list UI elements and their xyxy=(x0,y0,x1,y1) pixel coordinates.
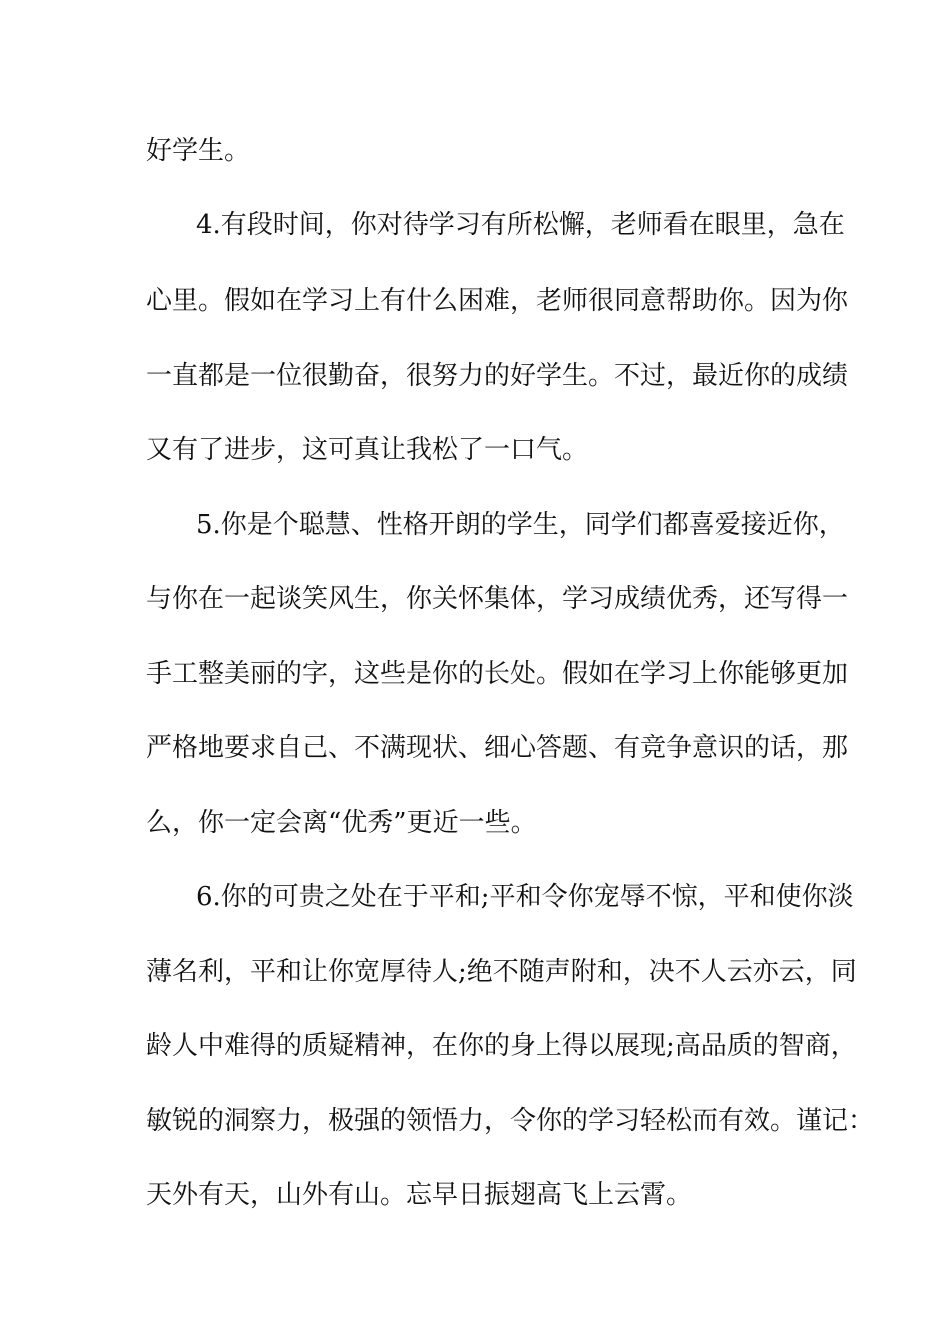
paragraph-4-start: 4.有段时间，你对待学习有所松懈，老师看在眼里，急在 xyxy=(196,210,845,240)
text-line: 好学生。 xyxy=(146,136,251,166)
text-line: 严格地要求自己、不满现状、细心答题、有竞争意识的话，那 xyxy=(146,733,849,763)
text-line: 与你在一起谈笑风生，你关怀集体，学习成绩优秀，还写得一 xyxy=(146,584,849,614)
paragraph-5-start: 5.你是个聪慧、性格开朗的学生，同学们都喜爱接近你， xyxy=(196,510,845,540)
text-line: 天外有天，山外有山。忘早日振翅高飞上云霄。 xyxy=(146,1180,693,1210)
text-line: 一直都是一位很勤奋，很努力的好学生。不过，最近你的成绩 xyxy=(146,361,849,391)
text-line: 心里。假如在学习上有什么困难，老师很同意帮助你。因为你 xyxy=(146,286,849,316)
text-line: 薄名利，平和让你宽厚待人;绝不随声附和，决不人云亦云，同 xyxy=(146,957,857,987)
paragraph-6-start: 6.你的可贵之处在于平和;平和令你宠辱不惊，平和使你淡 xyxy=(196,882,854,912)
text-line: 又有了进步，这可真让我松了一口气。 xyxy=(146,435,589,465)
text-line: 手工整美丽的字，这些是你的长处。假如在学习上你能够更加 xyxy=(146,659,849,689)
text-line: 么，你一定会离“优秀”更近一些。 xyxy=(146,808,537,838)
text-line: 敏锐的洞察力，极强的领悟力，令你的学习轻松而有效。谨记： xyxy=(146,1106,875,1136)
text-line: 龄人中难得的质疑精神，在你的身上得以展现;高品质的智商， xyxy=(146,1031,857,1061)
